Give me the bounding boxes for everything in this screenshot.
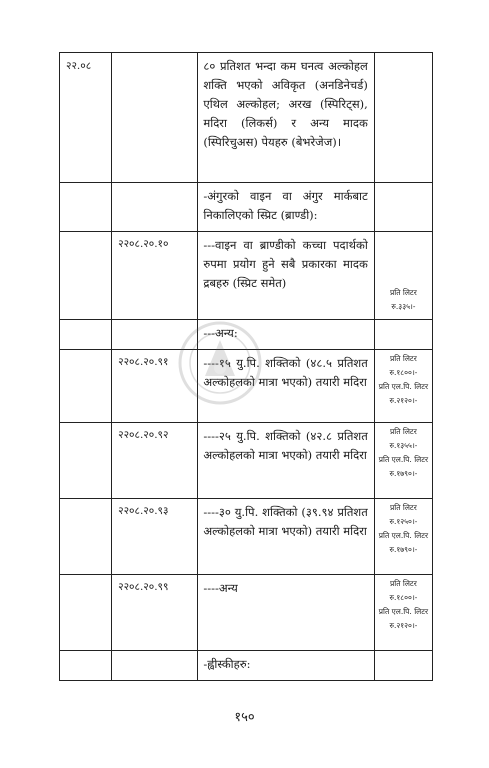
rate-unit: प्रति लिटर [390, 503, 417, 512]
heading-code: २२.०८ [60, 53, 112, 183]
hs-code: २२०८.२०.१० [112, 232, 198, 320]
duty-rate-cell [374, 499, 432, 575]
hs-code [112, 651, 198, 681]
heading-code [60, 350, 112, 423]
heading-code [60, 183, 112, 232]
rate-unit-lp: प्रति एल.पि. लिटर [378, 531, 429, 540]
item-description: ----२५ यु.पि. शक्तिको (४२.८ प्रतिशत अल्कोहलको मात्रा भएको) तयारी मदिरा [198, 423, 374, 499]
duty-rate-cell [374, 232, 432, 320]
emblem-watermark [175, 318, 265, 408]
item-description: ----३० यु.पि. शक्तिको (३९.९४ प्रतिशत अल्कोहलको मात्रा भएको) तयारी मदिरा [198, 499, 374, 575]
rate-amount: रु.३३५।- [391, 302, 416, 311]
heading-code [60, 499, 112, 575]
rate-amount: रु.१८००।- [389, 593, 418, 602]
item-description: ---वाइन वा ब्राण्डीको कच्चा पदार्थको रुपमा प्रयोग हुने सबै प्रकारका मादक द्रबहरु (स्प्रिट समेत) [198, 232, 374, 320]
rate-amount-lp: रु.१७९०।- [389, 469, 418, 478]
duty-rate-cell [374, 350, 432, 423]
duty-rate-cell [374, 183, 432, 232]
rate-amount: रु.१२५०।- [389, 517, 418, 526]
rate-unit: प्रति लिटर [390, 579, 417, 588]
table-row [60, 423, 433, 499]
rate-unit: प्रति लिटर [390, 288, 417, 297]
rate-unit-lp: प्रति एल.पि. लिटर [378, 382, 429, 391]
item-description: -अंगुरको वाइन वा अंगुर मार्कबाट निकालिएको स्प्रिट (ब्राण्डी): [198, 183, 374, 232]
rate-unit: प्रति लिटर [390, 354, 417, 363]
item-description: ----१५ यु.पि. शक्तिको (४८.५ प्रतिशत अल्कोहलको मात्रा भएको) तयारी मदिरा [198, 350, 374, 423]
table-row [60, 499, 433, 575]
rate-amount: रु.१८००।- [389, 368, 418, 377]
hs-code: २२०८.२०.९२ [112, 423, 198, 499]
heading-code [60, 232, 112, 320]
rate-amount-lp: रु.२१२०।- [389, 621, 418, 630]
hs-code: २२०८.२०.९३ [112, 499, 198, 575]
item-description: ८० प्रतिशत भन्दा कम घनत्व अल्कोहल शक्ति भएको अविकृत (अनडिनेचर्ड) एथिल अल्कोहल; अरख (स्पिरिट्स), मदिरा (लिकर्स) र अन्य मादक (स्पिरिचुअस) पेयहरु (बेभरेजेज)। [198, 53, 374, 183]
hs-code: २२०८.२०.९१ [112, 350, 198, 423]
heading-code [60, 320, 112, 350]
heading-code [60, 575, 112, 651]
hs-code: २२०८.२०.९९ [112, 575, 198, 651]
rate-unit: प्रति लिटर [390, 427, 417, 436]
page-number: १५० [234, 710, 255, 725]
item-description: -ह्वीस्कीहरु: [198, 651, 374, 681]
table-row [60, 232, 433, 320]
duty-rate-cell [374, 53, 432, 183]
table-row [60, 53, 433, 183]
table-row [60, 575, 433, 651]
rate-amount-lp: रु.२१२०।- [389, 396, 418, 405]
table-row [60, 183, 433, 232]
rate-amount: रु.१३५५।- [389, 441, 418, 450]
duty-rate-cell [374, 575, 432, 651]
duty-rate-cell [374, 651, 432, 681]
heading-code [60, 651, 112, 681]
duty-rate-cell [374, 320, 432, 350]
item-description: ----अन्य [198, 575, 374, 651]
rate-unit-lp: प्रति एल.पि. लिटर [378, 455, 429, 464]
rate-amount-lp: रु.१७९०।- [389, 545, 418, 554]
item-description: ---अन्य: [198, 320, 374, 350]
heading-code [60, 423, 112, 499]
duty-rate-cell [374, 423, 432, 499]
hs-code [112, 53, 198, 183]
rate-unit-lp: प्रति एल.पि. लिटर [378, 607, 429, 616]
hs-code [112, 183, 198, 232]
table-row [60, 651, 433, 681]
